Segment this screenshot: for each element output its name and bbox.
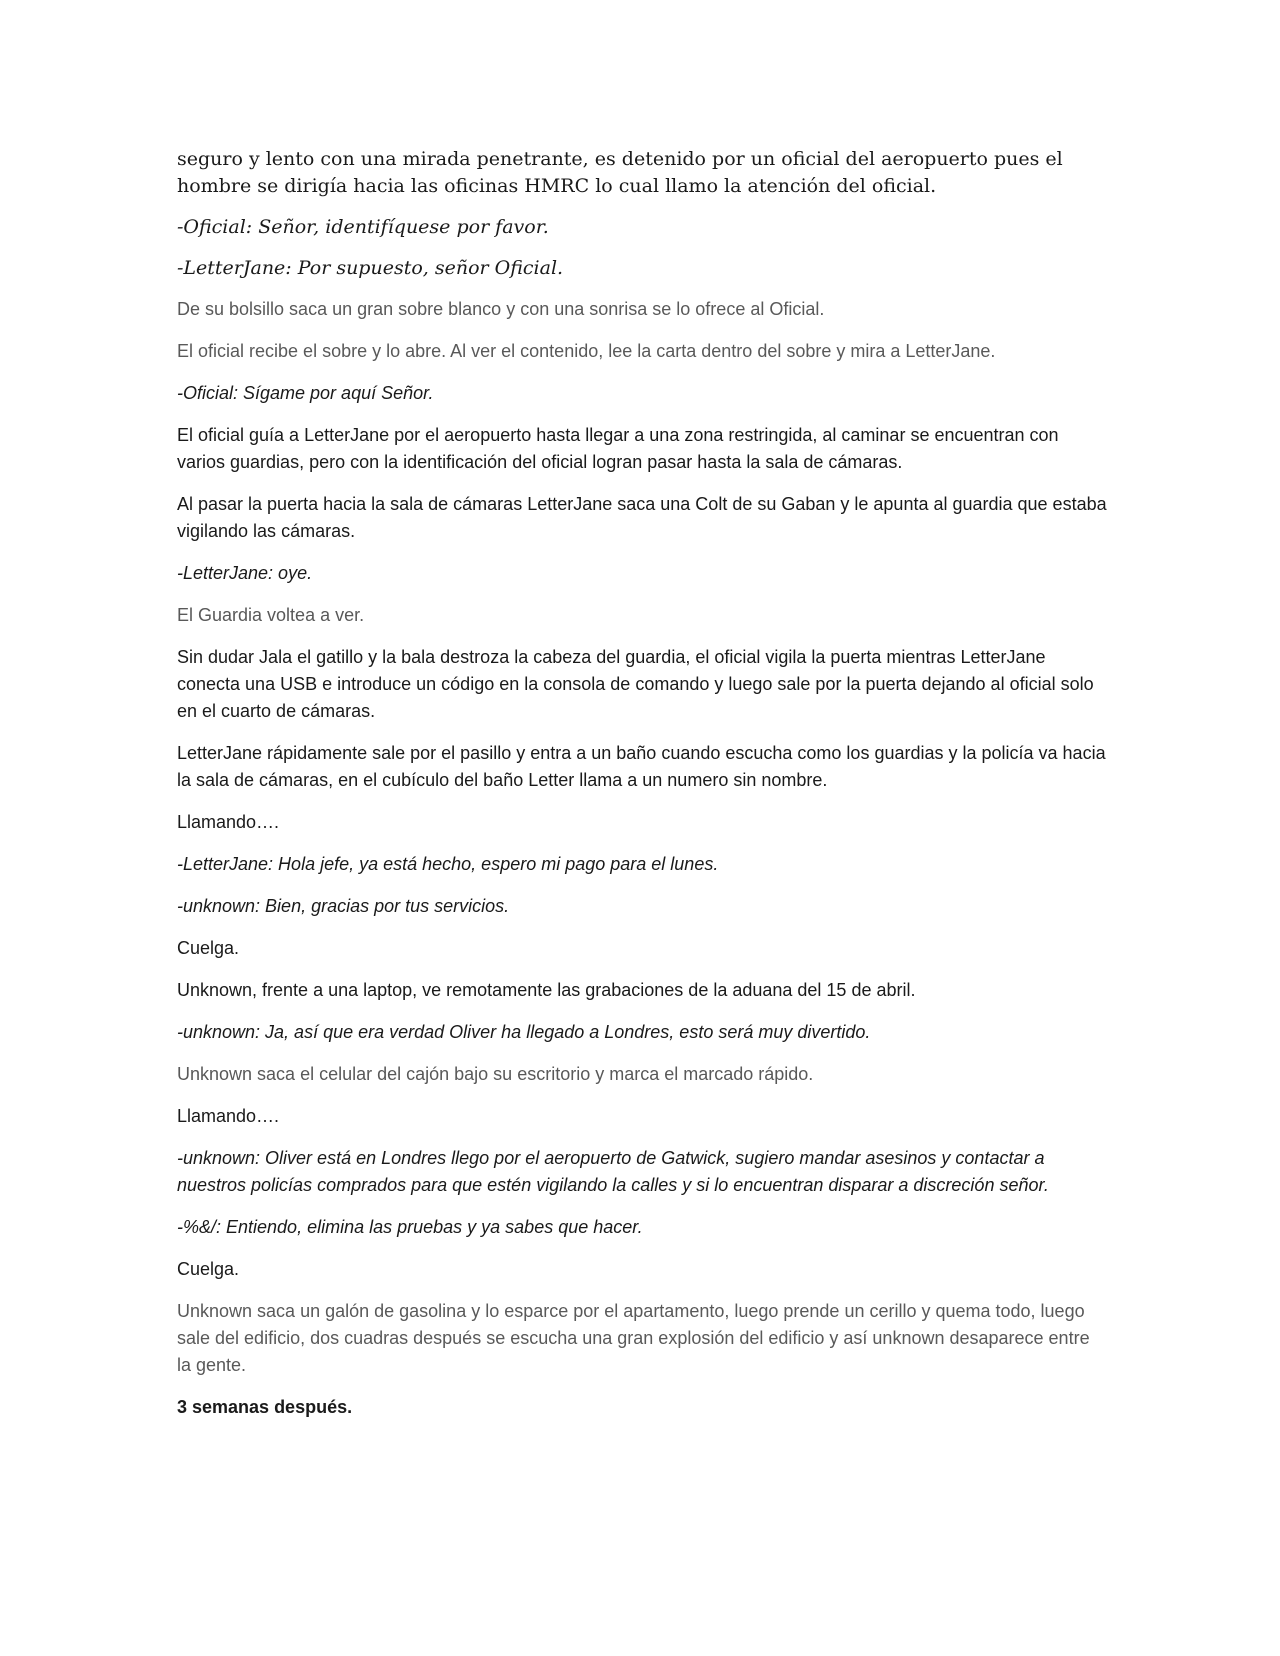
paragraph-narration: Cuelga.	[177, 1259, 240, 1279]
paragraph-dialogue: -unknown: Bien, gracias por tus servicios.	[177, 896, 510, 916]
paragraph-dialogue: -LetterJane: Por supuesto, señor Oficial.	[177, 257, 564, 279]
paragraph-narration: El oficial guía a LetterJane por el aeropuerto hasta llegar a una zona restringida, al caminar se encuentran con varios guardias, pero con la identificación del oficial logran pasar hasta la sala de cámaras.	[177, 425, 1059, 472]
paragraph-dialogue: -unknown: Oliver está en Londres llego por el aeropuerto de Gatwick, sugiero mandar asesinos y contactar a nuestros policías comprados para que estén vigilando la calles y si lo encuentran disparar a discreción señor.	[177, 1148, 1049, 1195]
paragraph-narration: De su bolsillo saca un gran sobre blanco y con una sonrisa se lo ofrece al Oficial.	[177, 299, 825, 319]
paragraph-dialogue: -%&/: Entiendo, elimina las pruebas y ya sabes que hacer.	[177, 1217, 643, 1237]
paragraph-narration: Llamando….	[177, 812, 280, 832]
paragraph-dialogue: -unknown: Ja, así que era verdad Oliver ha llegado a Londres, esto será muy divertido.	[177, 1022, 871, 1042]
document-body	[177, 146, 1107, 1421]
section-heading: 3 semanas después.	[177, 1397, 353, 1417]
paragraph-narration: Unknown, frente a una laptop, ve remotamente las grabaciones de la aduana del 15 de abril.	[177, 980, 916, 1000]
paragraph-narration: LetterJane rápidamente sale por el pasillo y entra a un baño cuando escucha como los guardias y la policía va hacia la sala de cámaras, en el cubículo del baño Letter llama a un numero sin nombre.	[177, 743, 1106, 790]
paragraph-narration: Al pasar la puerta hacia la sala de cámaras LetterJane saca una Colt de su Gaban y le apunta al guardia que estaba vigilando las cámaras.	[177, 494, 1107, 541]
paragraph-narration: El oficial recibe el sobre y lo abre. Al ver el contenido, lee la carta dentro del sobre y mira a LetterJane.	[177, 341, 996, 361]
paragraph-narration: Unknown saca un galón de gasolina y lo esparce por el apartamento, luego prende un cerillo y quema todo, luego sale del edificio, dos cuadras después se escucha una gran explosión del edificio y así unknown desaparece entre la gente.	[177, 1301, 1090, 1375]
paragraph-narration: Llamando….	[177, 1106, 280, 1126]
paragraph-narration: seguro y lento con una mirada penetrante, es detenido por un oficial del aeropuerto pues el hombre se dirigía hacia las oficinas HMRC lo cual llamo la atención del oficial.	[177, 148, 1063, 197]
paragraph-narration: Unknown saca el celular del cajón bajo su escritorio y marca el marcado rápido.	[177, 1064, 814, 1084]
paragraph-dialogue: -Oficial: Señor, identifíquese por favor.	[177, 216, 549, 238]
paragraph-narration: El Guardia voltea a ver.	[177, 605, 365, 625]
paragraph-dialogue: -LetterJane: oye.	[177, 563, 313, 583]
paragraph-dialogue: -Oficial: Sígame por aquí Señor.	[177, 383, 434, 403]
paragraph-narration: Cuelga.	[177, 938, 240, 958]
paragraph-narration: Sin dudar Jala el gatillo y la bala destroza la cabeza del guardia, el oficial vigila la puerta mientras LetterJane conecta una USB e introduce un código en la consola de comando y luego sale por la puerta dejando al oficial solo en el cuarto de cámaras.	[177, 647, 1094, 721]
paragraph-dialogue: -LetterJane: Hola jefe, ya está hecho, espero mi pago para el lunes.	[177, 854, 719, 874]
